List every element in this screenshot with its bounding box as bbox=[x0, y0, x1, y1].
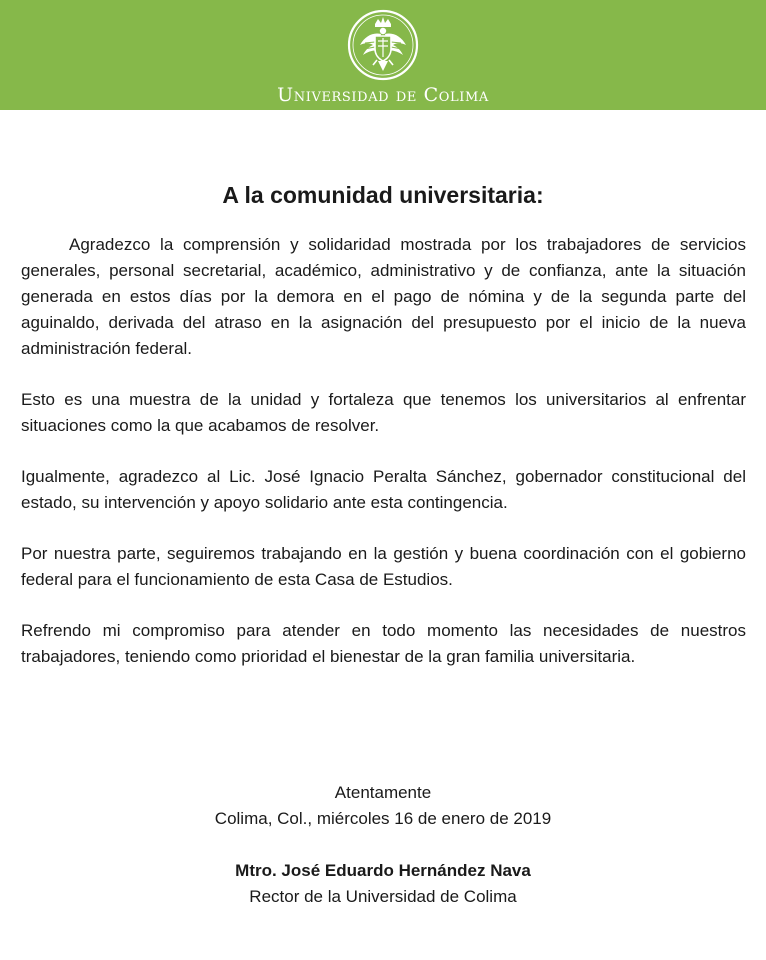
letter-body bbox=[21, 232, 746, 695]
paragraph-gratitude: Agradezco la comprensión y solidaridad mostrada por los trabajadores de servicios generales, personal secretarial, académico, administrativo y de confianza, ante la situación generada en estos días por la demora en el pago de nómina y de la segunda parte del aguinaldo, derivada del atraso en la asignación del presupuesto por el inicio de la nueva administración federal. bbox=[21, 235, 746, 358]
place-date: Colima, Col., miércoles 16 de enero de 2019 bbox=[214, 809, 552, 828]
closing-salutation: Atentamente bbox=[334, 783, 432, 802]
letter-title: A la comunidad universitaria: bbox=[222, 182, 544, 208]
signatory-title: Rector de la Universidad de Colima bbox=[249, 887, 517, 906]
paragraph-unity: Esto es una muestra de la unidad y fortaleza que tenemos los universitarios al enfrentar situaciones como la que acabamos de resolver. bbox=[21, 390, 746, 435]
university-seal-icon bbox=[347, 9, 419, 81]
header-banner bbox=[0, 0, 766, 110]
paragraph-commitment: Refrendo mi compromiso para atender en todo momento las necesidades de nuestros trabajadores, teniendo como prioridad el bienestar de la gran familia universitaria. bbox=[21, 621, 746, 666]
paragraph-coordination: Por nuestra parte, seguiremos trabajando en la gestión y buena coordinación con el gobierno federal para el funcionamiento de esta Casa de Estudios. bbox=[21, 544, 746, 589]
signatory-name: Mtro. José Eduardo Hernández Nava bbox=[235, 861, 531, 880]
paragraph-governor-thanks: Igualmente, agradezco al Lic. José Ignacio Peralta Sánchez, gobernador constitucional del estado, su intervención y apoyo solidario ante esta contingencia. bbox=[21, 467, 746, 512]
organization-name: Universidad de Colima bbox=[277, 84, 489, 106]
